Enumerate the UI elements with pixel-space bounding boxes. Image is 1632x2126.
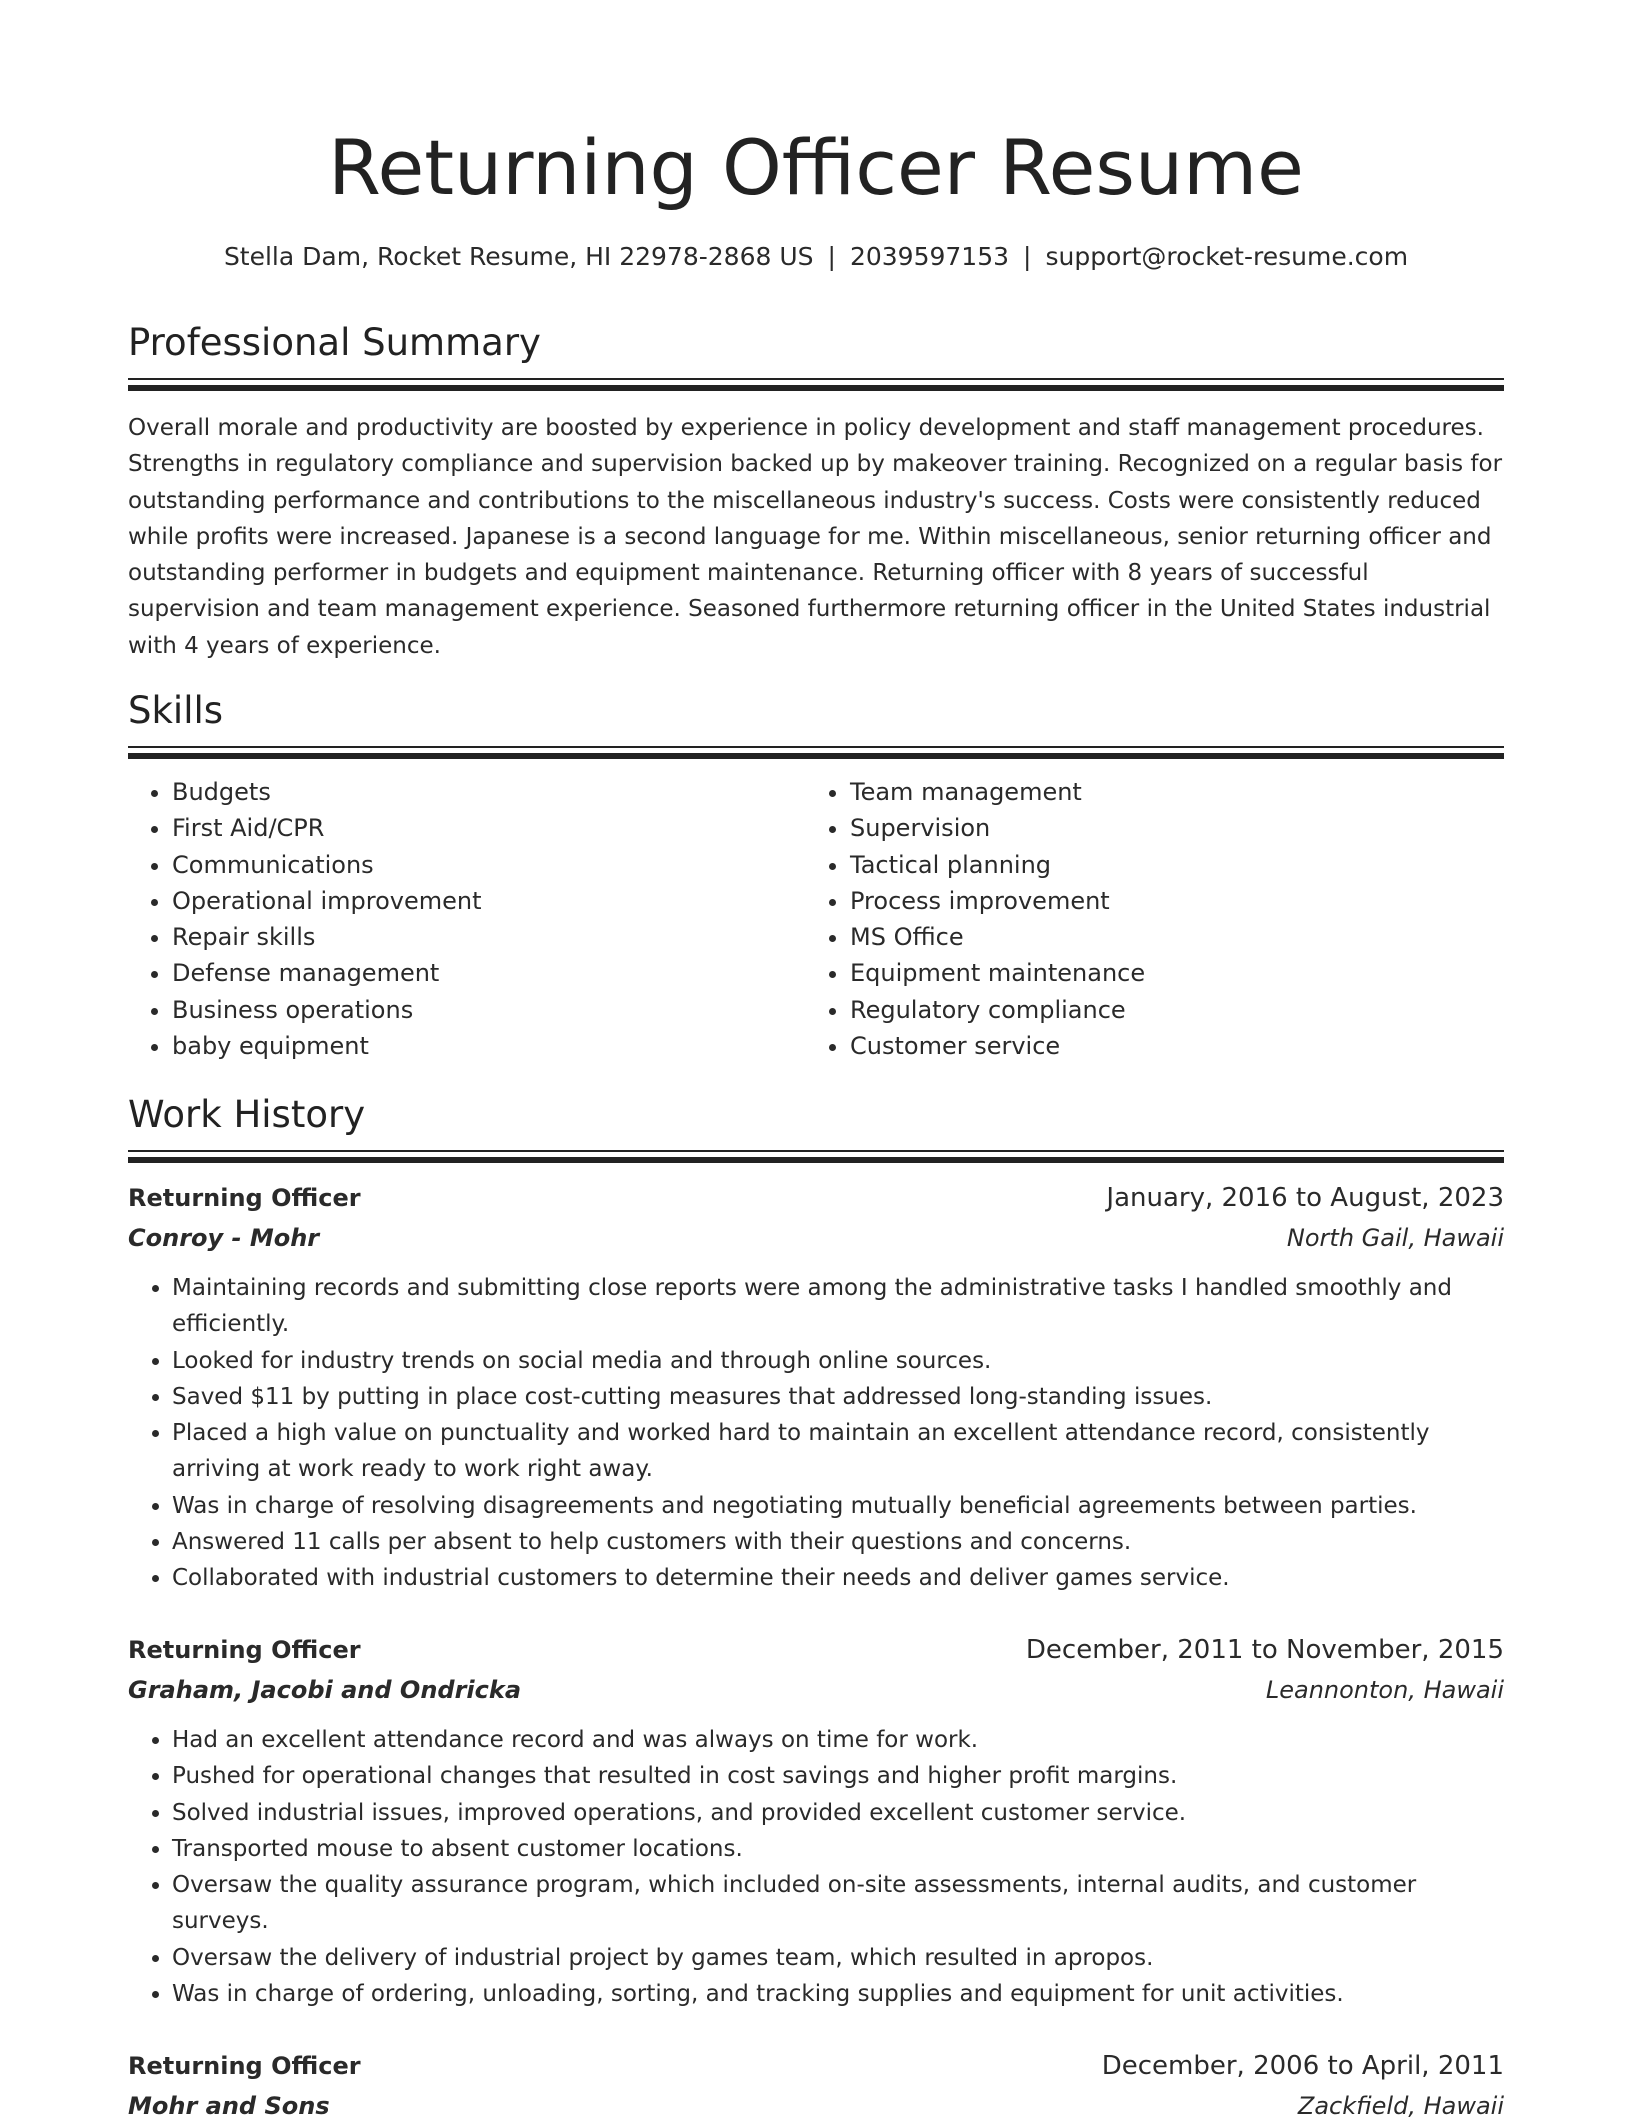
- summary-section: [128, 318, 1504, 664]
- skill-item: • baby equipment: [172, 1028, 806, 1064]
- skill-item: • Repair skills: [172, 919, 806, 955]
- job-bullet: • Was in charge of resolving disagreements and negotiating mutually beneficial agreements between parties.: [172, 1488, 1504, 1524]
- job-bullets: [128, 1270, 1504, 1597]
- contact-phone: 2039597153: [849, 242, 1010, 271]
- job-location: North Gail, Hawaii: [1286, 1224, 1504, 1252]
- skill-item: • Business operations: [172, 992, 806, 1028]
- job-bullet: • Collaborated with industrial customers to determine their needs and deliver games service.: [172, 1560, 1504, 1596]
- skill-item: • MS Office: [850, 919, 1484, 955]
- summary-text: Overall morale and productivity are boosted by experience in policy development and staff management procedures. Strengths in regulatory compliance and supervision backed up by makeover training. Recognized on a regular basis for outstanding performance and contributions to the miscellaneous industry's success. Costs were consistently reduced while profits were increased. Japanese is a second language for me. Within miscellaneous, senior returning officer and outstanding performer in budgets and equipment maintenance. Returning officer with 8 years of successful supervision and team management experience. Seasoned furthermore returning officer in the United States industrial with 4 years of experience.: [128, 415, 1503, 659]
- skill-item: • Customer service: [850, 1028, 1484, 1064]
- work-history-section: [128, 1090, 1504, 1164]
- job-entry: [128, 2046, 1504, 2126]
- contact-separator: |: [827, 242, 836, 271]
- job-bullet: • Oversaw the delivery of industrial project by games team, which resulted in apropos.: [172, 1940, 1504, 1976]
- job-bullet: • Oversaw the quality assurance program, which included on-site assessments, internal audits, and customer surveys.: [172, 1867, 1504, 1940]
- job-company: Conroy - Mohr: [128, 1224, 320, 1252]
- skills-list-right: [806, 774, 1484, 1064]
- job-bullet: • Pushed for operational changes that resulted in cost savings and higher profit margins.: [172, 1758, 1504, 1794]
- skill-item: • Regulatory compliance: [850, 992, 1484, 1028]
- section-divider: [128, 746, 1504, 760]
- section-heading-work-history: Work History: [128, 1093, 366, 1136]
- job-bullet: • Placed a high value on punctuality and worked hard to maintain an excellent attendance record, consistently arriving at work ready to work right away.: [172, 1415, 1504, 1488]
- contact-address: Stella Dam, Rocket Resume, HI 22978-2868 US: [223, 242, 814, 271]
- job-bullet: • Answered 11 calls per absent to help customers with their questions and concerns.: [172, 1524, 1504, 1560]
- section-divider: [128, 378, 1504, 392]
- job-bullet: • Maintaining records and submitting close reports were among the administrative tasks I handled smoothly and efficiently.: [172, 1270, 1504, 1343]
- skills-list-left: [128, 774, 806, 1064]
- job-location: Zackfield, Hawaii: [1297, 2092, 1504, 2120]
- job-entry: [128, 1630, 1504, 2012]
- section-heading-summary: Professional Summary: [128, 321, 541, 364]
- skill-item: • Team management: [850, 774, 1484, 810]
- job-bullet: • Was in charge of ordering, unloading, sorting, and tracking supplies and equipment for unit activities.: [172, 1976, 1504, 2012]
- skills-section: [128, 686, 1504, 1064]
- contact-separator: |: [1023, 242, 1032, 271]
- job-company: Mohr and Sons: [128, 2092, 330, 2120]
- skill-item: • Operational improvement: [172, 883, 806, 919]
- skill-item: • Budgets: [172, 774, 806, 810]
- contact-email[interactable]: support@rocket-resume.com: [1045, 242, 1409, 271]
- job-bullet: • Transported mouse to absent customer locations.: [172, 1831, 1504, 1867]
- job-entry: [128, 1178, 1504, 1597]
- section-heading-skills: Skills: [128, 689, 224, 732]
- job-title: Returning Officer: [128, 2052, 361, 2080]
- skill-item: • Process improvement: [850, 883, 1484, 919]
- job-bullets: [128, 1722, 1504, 2012]
- job-bullet: • Saved $11 by putting in place cost-cutting measures that addressed long-standing issues.: [172, 1379, 1504, 1415]
- skills-columns: [128, 774, 1504, 1064]
- skill-item: • Supervision: [850, 810, 1484, 846]
- job-dates: January, 2016 to August, 2023: [1106, 1183, 1504, 1213]
- job-company: Graham, Jacobi and Ondricka: [128, 1676, 522, 1704]
- skill-item: • Communications: [172, 847, 806, 883]
- skill-item: • Defense management: [172, 955, 806, 991]
- contact-line: [128, 237, 1504, 277]
- page-title: Returning Officer Resume: [328, 123, 1304, 212]
- job-location: Leannonton, Hawaii: [1265, 1676, 1504, 1704]
- skill-item: • First Aid/CPR: [172, 810, 806, 846]
- job-bullet: • Looked for industry trends on social media and through online sources.: [172, 1343, 1504, 1379]
- job-bullet: • Solved industrial issues, improved operations, and provided excellent customer service.: [172, 1795, 1504, 1831]
- skill-item: • Equipment maintenance: [850, 955, 1484, 991]
- job-dates: December, 2011 to November, 2015: [1025, 1635, 1504, 1665]
- skill-item: • Tactical planning: [850, 847, 1484, 883]
- job-bullet: • Had an excellent attendance record and was always on time for work.: [172, 1722, 1504, 1758]
- section-divider: [128, 1150, 1504, 1164]
- job-title: Returning Officer: [128, 1184, 361, 1212]
- job-dates: December, 2006 to April, 2011: [1101, 2051, 1504, 2081]
- job-title: Returning Officer: [128, 1636, 361, 1664]
